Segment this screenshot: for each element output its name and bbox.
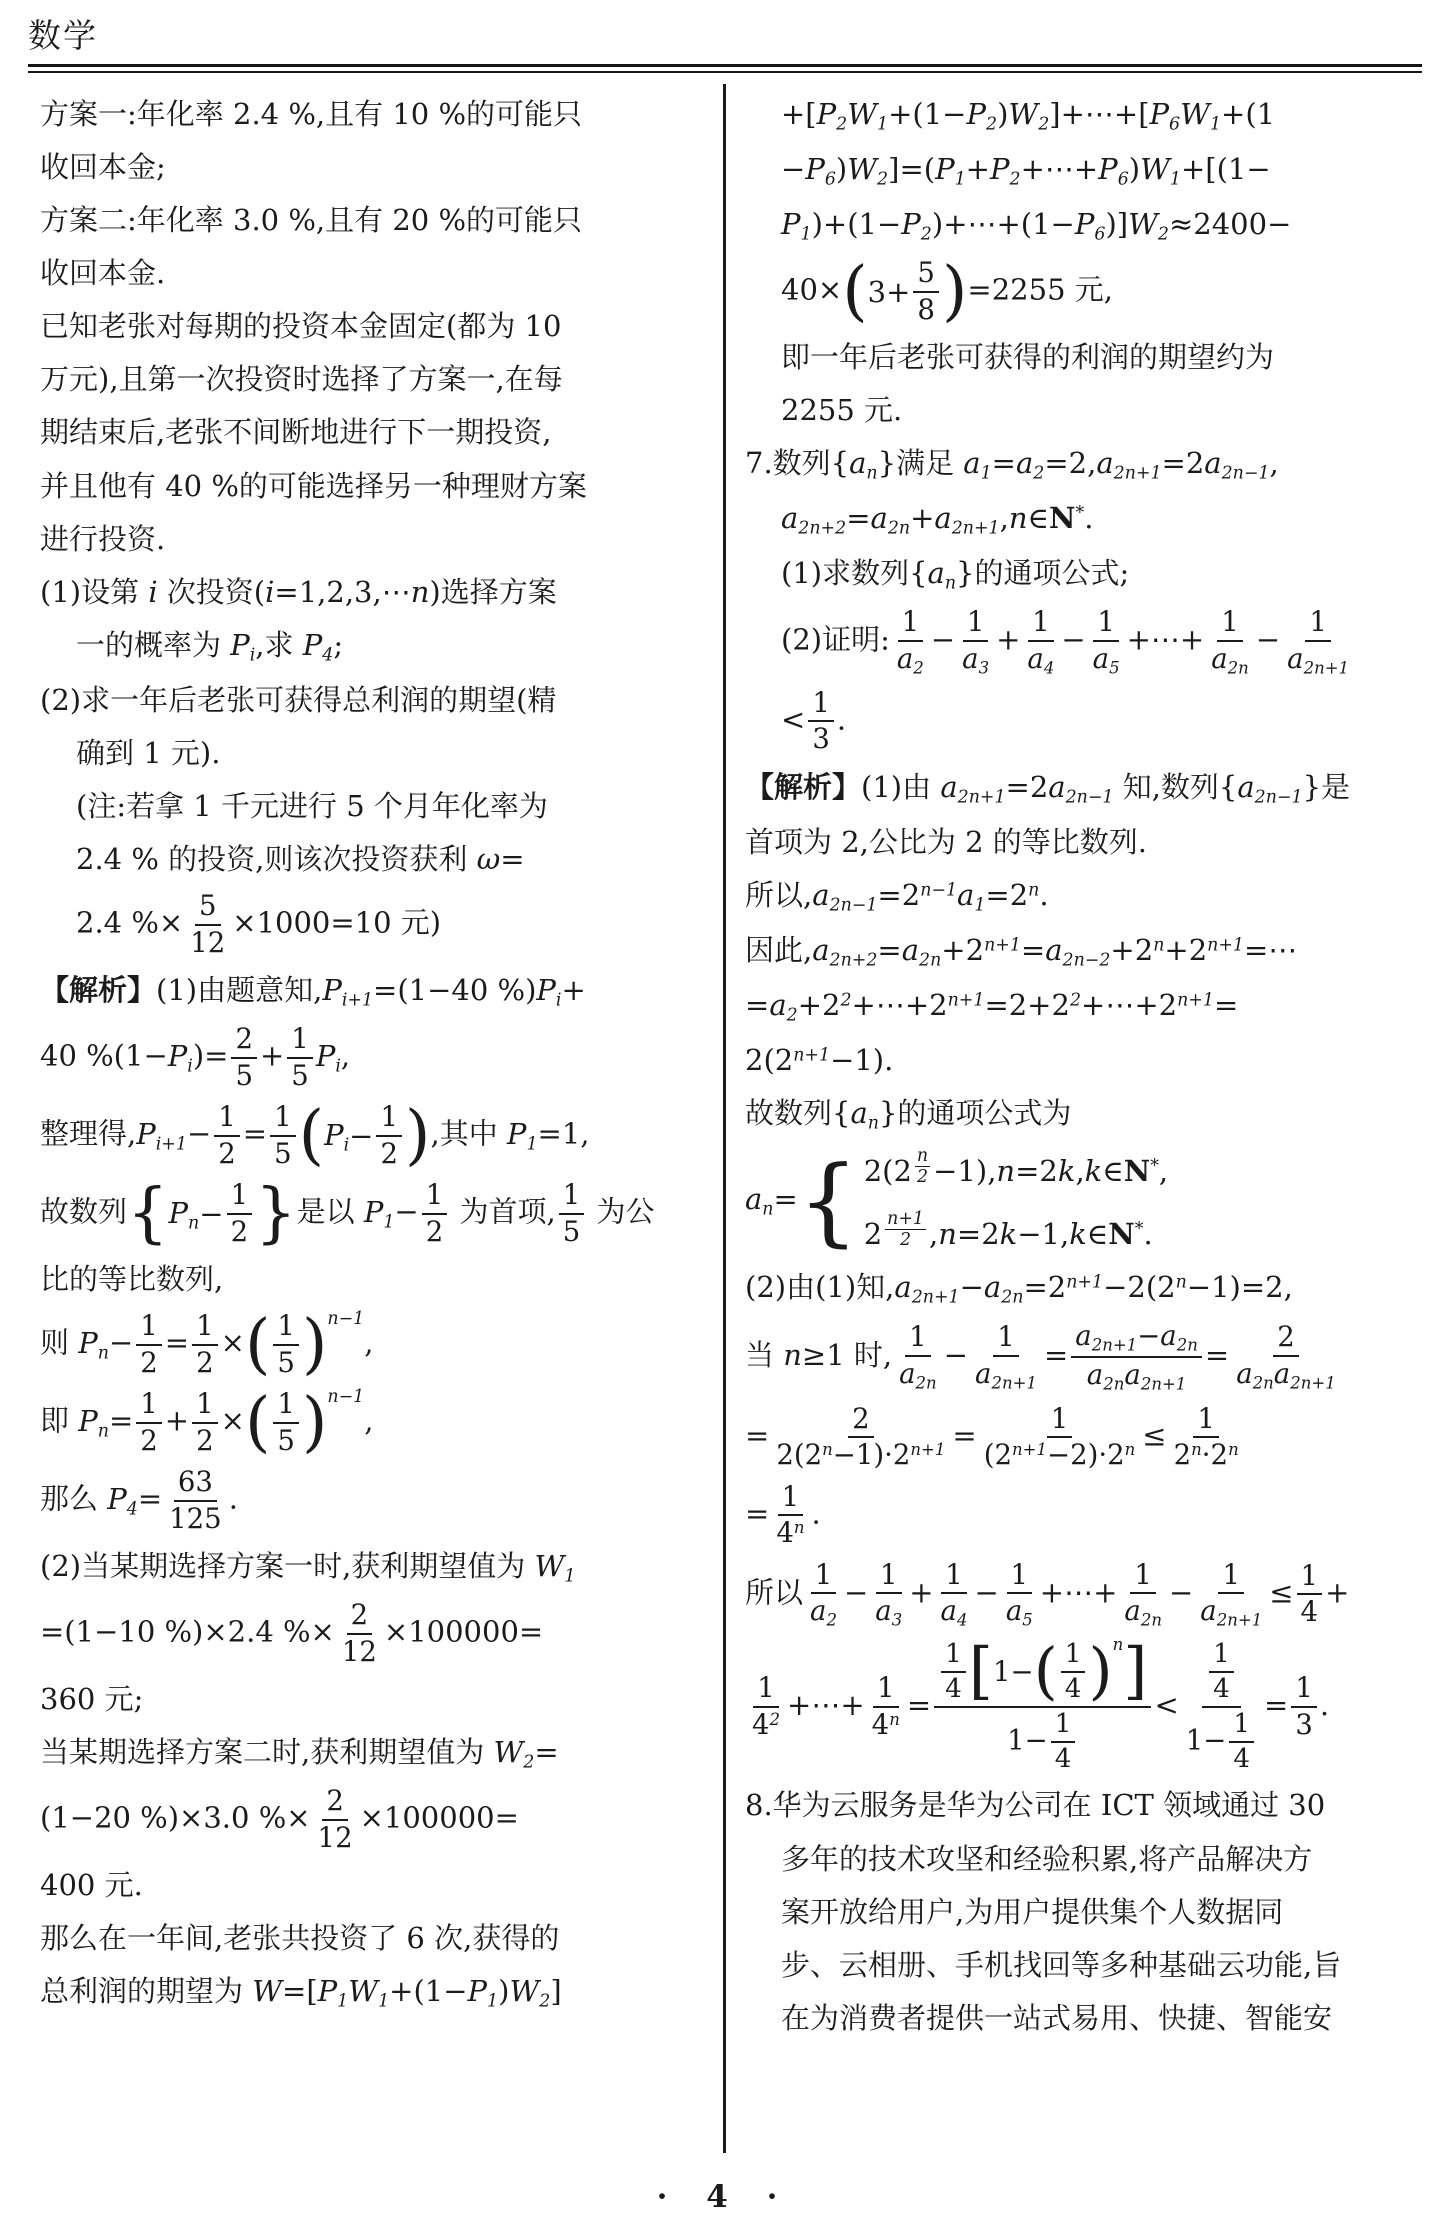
text-line: 故数列{an}的通项公式为: [745, 1095, 1072, 1134]
text-line: (1)求数列{an}的通项公式;: [781, 556, 1130, 594]
text-line: +[P2W1+(1−P2)W2]+⋯+[P6W1+(1: [781, 97, 1276, 135]
text-line: (1)设第 i 次投资(i=1,2,3,⋯n)选择方案: [40, 574, 557, 609]
text-line: 当 n≥1 时, $\frac{1}{a2n}$ − $\frac{1}{a2n+1}$ = $\frac{a2n+1-a2n}{a2na2n+1}$ = $\frac{2}{a2na2n+1}$: [745, 1320, 1336, 1394]
text-line: 2.4 % 的投资,则该次投资获利 ω=: [76, 842, 525, 877]
text-line: 2.4 %× $\frac{5}{12}$ ×1000=10 元): [76, 890, 442, 959]
text-line: 故数列 { Pn − $\frac{1}{2}$ } 是以 P1− $\frac{1}{2}$ 为首项, $\frac{1}{5}$ 为公: [40, 1174, 655, 1251]
right-column: [723, 92, 1428, 2161]
header-title: 数学: [28, 16, 98, 55]
text-line: −P6)W2]=(P1+P2+⋯+P6)W1+[(1−: [781, 152, 1271, 190]
text-line: $2(2^{n+1}-1)$.: [745, 1042, 894, 1077]
header-rule: [28, 64, 1422, 73]
text-line: 期结束后,老张不间断地进行下一期投资,: [40, 415, 552, 450]
text-line: 2255 元.: [781, 393, 903, 428]
text-line: 所以 $\frac{1}{a2}$ − $\frac{1}{a3}$ + $\frac{1}{a4}$ − $\frac{1}{a5}$ +⋯+ $\frac{1}{a2n}$ − $\frac{1}{a2n+1}$ ≤ $\frac{1}{4}$ +: [745, 1558, 1350, 1630]
text-line: (注:若拿 1 千元进行 5 个月年化率为: [76, 788, 548, 823]
text-line: $\frac{1}{4^2}$ +⋯+ $\frac{1}{4^n}$ = $\frac{1}{4}$ [ 1− ( 1 4 ) n ] 1− $\frac{1}{4}$ < $\frac{1}{4}$ 1− $\frac{1}{4}$ = $\frac{1}{3}$ .: [752, 1634, 1330, 1774]
page-footer: [0, 2179, 1448, 2215]
text-line: 那么 P4= $\frac{63}{125}$ .: [40, 1466, 238, 1535]
text-line: $=a2+2^2+\cdots+2^{n+1}=2+2^2+\cdots+2^{n+1}=$: [745, 987, 1239, 1026]
text-line: 步、云相册、手机找回等多种基础云功能,旨: [781, 1947, 1342, 1982]
text-line: < $\frac{1}{3}$ .: [781, 686, 847, 756]
text-line: 收回本金;: [40, 150, 166, 185]
text-line: 360 元;: [40, 1682, 144, 1717]
text-line: = $\frac{2}{2(2^n-1)\cdot 2^{n+1}}$ = $\frac{1}{(2^{n+1}-2)\cdot 2^n}$ ≤ $\frac{1}{2^n\cdot 2^n}$: [745, 1402, 1239, 1472]
text-line: 已知老张对每期的投资本金固定(都为 10: [40, 309, 562, 344]
text-line: 收回本金.: [40, 256, 166, 291]
text-line: 确到 1 元).: [76, 735, 221, 770]
text-line: (2)由(1)知$,a2n+1-a2n=2^{n+1}-2(2^n-1)=2$,: [745, 1270, 1293, 1308]
text-line: 方案一:年化率 2.4 %,且有 10 %的可能只: [40, 97, 582, 131]
text-line: 方案二:年化率 3.0 %,且有 20 %的可能只: [40, 203, 582, 238]
text-line: 40 %(1−Pi)= $\frac{2}{5}$ + $\frac{1}{5}$ Pi,: [40, 1023, 351, 1092]
text-line: (1−20 %)×3.0 %× $\frac{2}{12}$ ×100000=: [40, 1785, 519, 1854]
text-line: 40× ( 3+ $\frac{5}{8}$ ) =2255 元,: [781, 252, 1113, 329]
text-line: 7.数列{an}满足 a1=a2=2,a2n+1=2a2n−1,: [745, 446, 1279, 484]
text-line: 进行投资.: [40, 521, 166, 556]
text-line: an= { 2(2 $^{\frac{n}{2}}$ −1),n=2k,k∈N*, 2 $^{\frac{n+1}{2}}$ ,n=2k−1,k∈N*.: [745, 1144, 1169, 1257]
text-line: 在为消费者提供一站式易用、快捷、智能安: [781, 2000, 1333, 2035]
text-line: = $\frac{1}{4^n}$ .: [745, 1480, 821, 1550]
text-line: 即一年后老张可获得的利润的期望约为: [781, 340, 1275, 375]
text-line: (2)当某期选择方案一时,获利期望值为 W1: [40, 1549, 576, 1587]
text-line: 万元),且第一次投资时选择了方案一,在每: [40, 362, 563, 397]
text-line: 所以$,a2n-1=2^{n-1}a1=2^n$.: [745, 877, 1049, 916]
text-line: P1)+(1−P2)+⋯+(1−P6)]W2≈2400−: [781, 207, 1292, 245]
text-line: 400 元.: [40, 1868, 143, 1903]
page-number: · 4 ·: [656, 2179, 792, 2215]
text-line: 比的等比数列,: [40, 1262, 224, 1297]
text-line: 则 Pn− $\frac{1}{2}$ = $\frac{1}{2}$ × ( 1 5 ) n−1 ,: [40, 1305, 374, 1382]
text-line: a2n+2=a2n+a2n+1,n∈N*.: [781, 501, 1094, 539]
text-line: 多年的技术攻坚和经验积累,将产品解决方: [781, 1841, 1313, 1876]
text-line: 因此$,a2n+2=a2n+2^{n+1}=a2n-2+2^n+2^{n+1}=\cdots$: [745, 932, 1298, 971]
text-line: 总利润的期望为 W=[P1W1+(1−P1)W2]: [40, 1974, 562, 2013]
text-line: 首项为 2,公比为 2 的等比数列.: [745, 824, 1147, 859]
text-line: 【解析】(1)由 a2n+1=2a2n−1 知,数列{a2n−1}是: [745, 769, 1351, 808]
text-line: 【解析】(1)由题意知,Pi+1=(1−40 %)Pi+: [40, 973, 586, 1011]
text-line: 整理得,Pi+1− $\frac{1}{2}$ = $\frac{1}{5}$ ( Pi − $\frac{1}{2}$ ) ,其中 P1=1,: [40, 1096, 590, 1173]
text-line: 当某期选择方案二时,获利期望值为 W2=: [40, 1735, 559, 1773]
text-line: 一的概率为 Pi,求 P4;: [76, 627, 344, 666]
text-line: =(1−10 %)×2.4 %× $\frac{2}{12}$ ×100000=: [40, 1599, 544, 1668]
text-line: 即 Pn= $\frac{1}{2}$ + $\frac{1}{2}$ × ( 1 5 ) n−1 ,: [40, 1383, 374, 1460]
page-header: [28, 10, 98, 57]
left-column: [28, 92, 723, 2161]
text-line: 8.华为云服务是华为公司在 ICT 领域通过 30: [745, 1788, 1326, 1823]
text-line: 案开放给用户,为用户提供集个人数据同: [781, 1894, 1284, 1929]
text-line: (2)证明: $\frac{1}{a2}$ − $\frac{1}{a3}$ + $\frac{1}{a4}$ − $\frac{1}{a5}$ +⋯+ $\frac{1}{a2n}$ − $\frac{1}{a2n+1}$: [781, 606, 1350, 678]
text-line: 那么在一年间,老张共投资了 6 次,获得的: [40, 1921, 560, 1956]
text-line: 并且他有 40 %的可能选择另一种理财方案: [40, 468, 587, 503]
text-line: (2)求一年后老张可获得总利润的期望(精: [40, 682, 557, 717]
content-columns: [28, 92, 1428, 2161]
